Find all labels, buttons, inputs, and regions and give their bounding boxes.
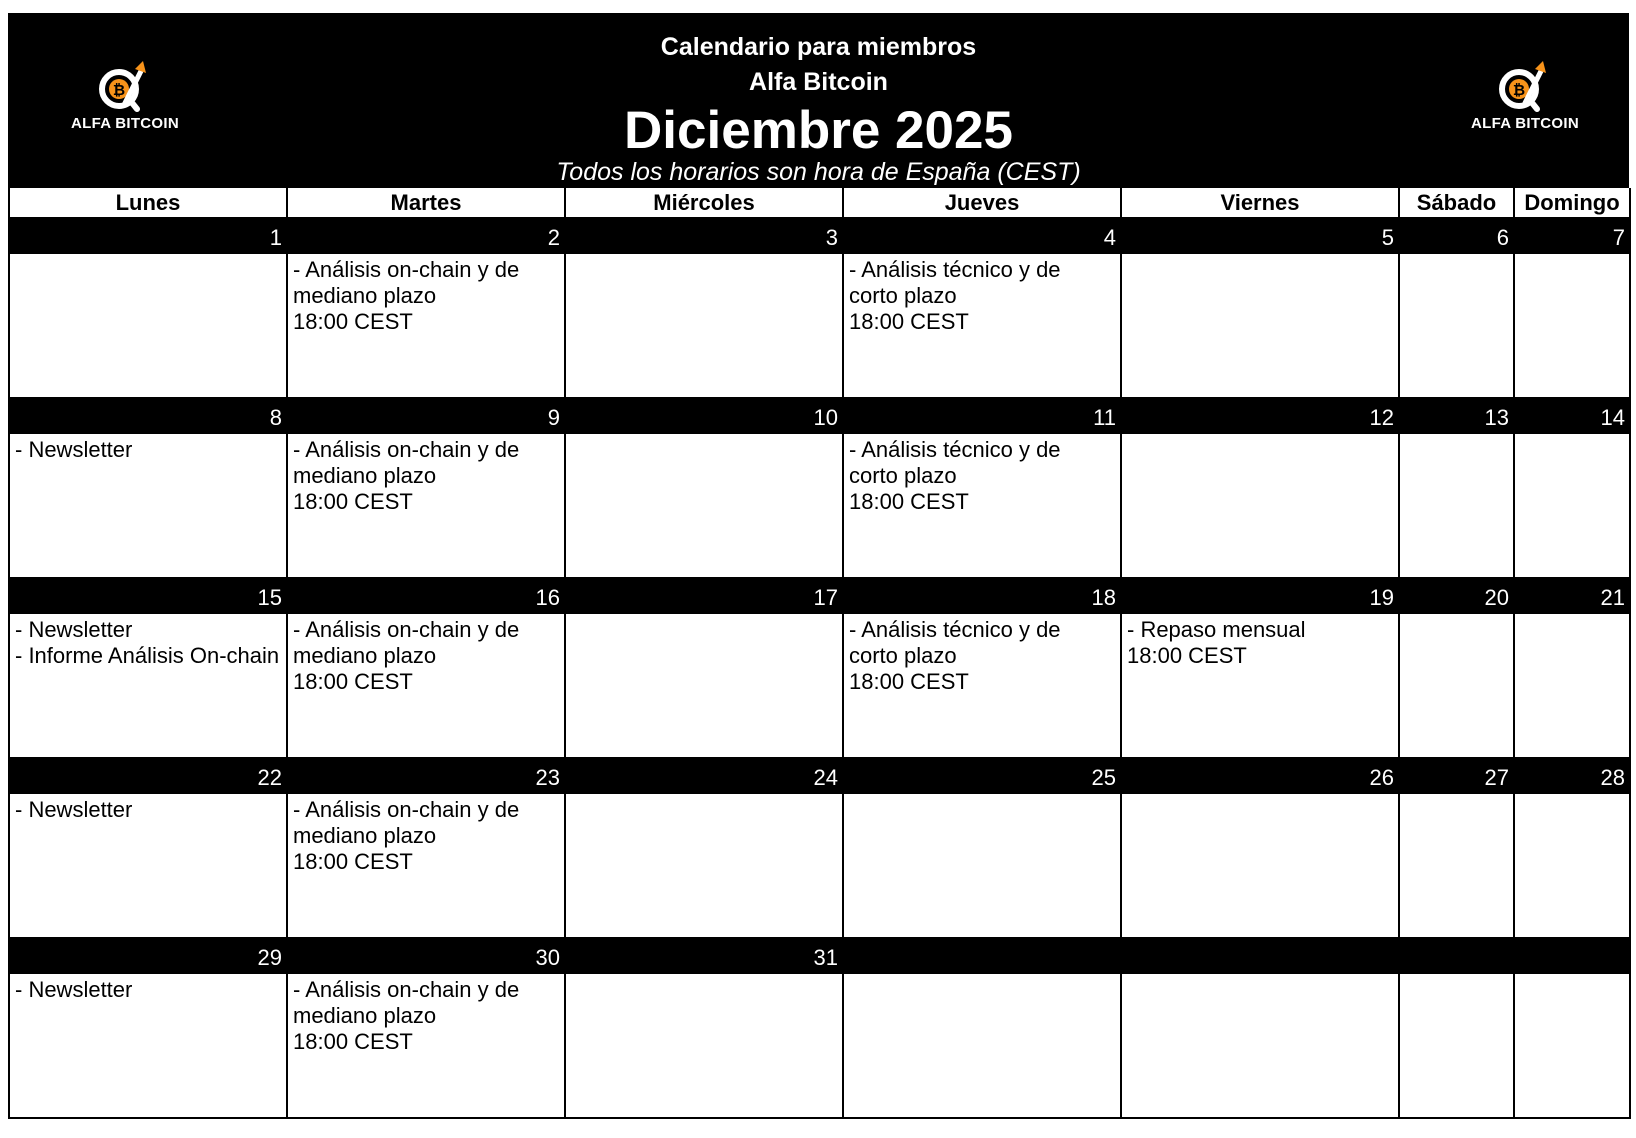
day-number (1122, 939, 1400, 974)
day-cell[interactable]: - Newsletter (10, 794, 288, 939)
day-cell[interactable] (1400, 254, 1515, 399)
day-cell[interactable] (1400, 794, 1515, 939)
day-number (1400, 939, 1515, 974)
day-cell[interactable] (566, 794, 844, 939)
day-number: 18 (844, 579, 1122, 614)
day-number: 9 (288, 399, 566, 434)
day-cell[interactable] (844, 974, 1122, 1119)
day-number: 28 (1515, 759, 1631, 794)
day-number: 27 (1400, 759, 1515, 794)
day-number: 14 (1515, 399, 1631, 434)
day-number: 22 (10, 759, 288, 794)
day-number: 16 (288, 579, 566, 614)
weekday-header: Lunes (10, 188, 288, 219)
calendar-caption: Calendario para miembros (660, 33, 977, 61)
day-number: 8 (10, 399, 288, 434)
day-cell[interactable] (1400, 974, 1515, 1119)
day-cell[interactable]: - Repaso mensual 18:00 CEST (1122, 614, 1400, 759)
logo-wordmark: ALFA BITCOIN (70, 115, 180, 132)
day-cell[interactable]: - Análisis on-chain y de mediano plazo 18:00 CEST (288, 974, 566, 1119)
weekday-header: Domingo (1515, 188, 1631, 219)
bitcoin-logo-icon (1485, 59, 1565, 115)
day-number: 23 (288, 759, 566, 794)
day-cell[interactable] (1515, 254, 1631, 399)
alfa-bitcoin-logo-right (1465, 59, 1585, 149)
day-cell[interactable] (1515, 974, 1631, 1119)
day-number: 3 (566, 219, 844, 254)
weekday-header: Viernes (1122, 188, 1400, 219)
day-number: 5 (1122, 219, 1400, 254)
day-number (844, 939, 1122, 974)
day-cell[interactable] (10, 254, 288, 399)
bitcoin-symbol: ₿ (112, 81, 126, 99)
day-cell[interactable] (1515, 794, 1631, 939)
timezone-note: Todos los horarios son hora de España (CEST) (556, 158, 1081, 186)
weekday-header: Miércoles (566, 188, 844, 219)
calendar-header (8, 13, 1629, 188)
day-cell[interactable]: - Análisis técnico y de corto plazo 18:00 CEST (844, 614, 1122, 759)
day-number: 7 (1515, 219, 1631, 254)
weekday-header: Martes (288, 188, 566, 219)
calendar-sheet (8, 13, 1629, 1119)
day-cell[interactable]: - Análisis on-chain y de mediano plazo 18:00 CEST (288, 434, 566, 579)
day-cell[interactable] (1400, 614, 1515, 759)
day-number: 17 (566, 579, 844, 614)
day-number: 10 (566, 399, 844, 434)
day-number: 30 (288, 939, 566, 974)
day-cell[interactable]: - Análisis técnico y de corto plazo 18:00 CEST (844, 434, 1122, 579)
day-number: 21 (1515, 579, 1631, 614)
day-cell[interactable] (1515, 434, 1631, 579)
day-cell[interactable] (566, 434, 844, 579)
weekday-header: Jueves (844, 188, 1122, 219)
day-number: 25 (844, 759, 1122, 794)
day-cell[interactable] (566, 254, 844, 399)
day-cell[interactable] (1400, 434, 1515, 579)
month-title: Diciembre 2025 (624, 101, 1013, 160)
weekday-header: Sábado (1400, 188, 1515, 219)
day-cell[interactable]: - Newsletter (10, 974, 288, 1119)
day-number: 15 (10, 579, 288, 614)
day-cell[interactable]: - Análisis técnico y de corto plazo 18:00 CEST (844, 254, 1122, 399)
day-cell[interactable]: - Newsletter - Informe Análisis On-chain (10, 614, 288, 759)
day-cell[interactable]: - Análisis on-chain y de mediano plazo 18:00 CEST (288, 794, 566, 939)
day-number: 11 (844, 399, 1122, 434)
day-cell[interactable] (1515, 614, 1631, 759)
brand-name: Alfa Bitcoin (749, 68, 888, 96)
day-number: 26 (1122, 759, 1400, 794)
day-number: 6 (1400, 219, 1515, 254)
day-number: 4 (844, 219, 1122, 254)
day-cell[interactable] (1122, 794, 1400, 939)
day-cell[interactable] (566, 614, 844, 759)
day-number: 12 (1122, 399, 1400, 434)
day-number (1515, 939, 1631, 974)
day-cell[interactable]: - Análisis on-chain y de mediano plazo 18:00 CEST (288, 254, 566, 399)
logo-wordmark: ALFA BITCOIN (1470, 115, 1580, 132)
day-number: 1 (10, 219, 288, 254)
day-number: 19 (1122, 579, 1400, 614)
day-number: 20 (1400, 579, 1515, 614)
bitcoin-symbol: ₿ (1512, 81, 1526, 99)
day-cell[interactable]: - Newsletter (10, 434, 288, 579)
day-cell[interactable] (566, 974, 844, 1119)
day-cell[interactable] (844, 794, 1122, 939)
day-number: 29 (10, 939, 288, 974)
day-number: 2 (288, 219, 566, 254)
calendar-grid (8, 188, 1629, 1119)
day-cell[interactable]: - Análisis on-chain y de mediano plazo 18:00 CEST (288, 614, 566, 759)
day-cell[interactable] (1122, 254, 1400, 399)
day-number: 13 (1400, 399, 1515, 434)
day-number: 31 (566, 939, 844, 974)
day-cell[interactable] (1122, 434, 1400, 579)
day-cell[interactable] (1122, 974, 1400, 1119)
day-number: 24 (566, 759, 844, 794)
